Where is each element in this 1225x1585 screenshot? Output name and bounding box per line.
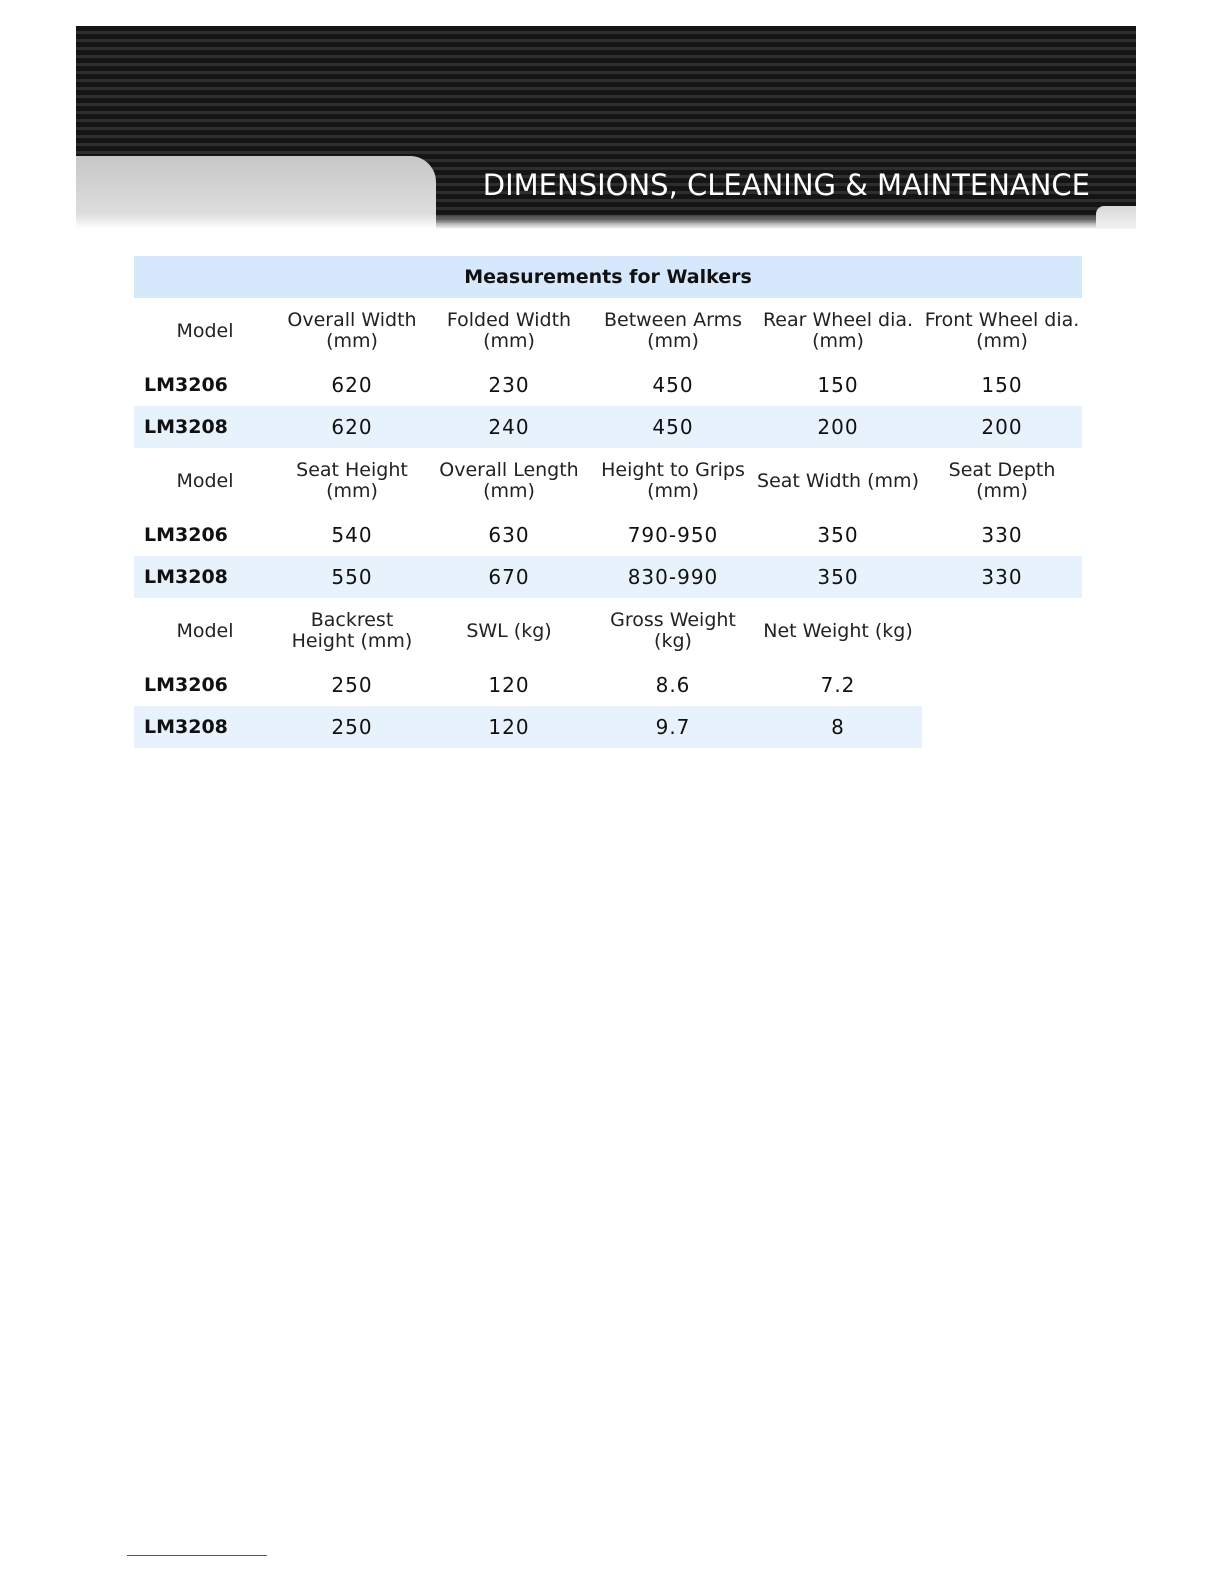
table-row: [134, 664, 1082, 706]
table-cell: [922, 664, 1082, 706]
table-cell: 120: [426, 706, 592, 748]
measurements-table-container: [134, 256, 1082, 748]
column-header: Folded Width (mm): [446, 309, 572, 352]
model-cell: LM3208: [134, 556, 278, 598]
table-header-row: [134, 448, 1082, 514]
column-header: Seat Depth (mm): [948, 459, 1056, 502]
table-cell: 350: [817, 523, 859, 547]
column-header: Rear Wheel dia. (mm): [762, 309, 914, 352]
table-cell: 540: [331, 523, 373, 547]
column-header: Net Weight (kg): [763, 619, 913, 642]
table-title: Measurements for Walkers: [134, 256, 1082, 298]
column-header: Front Wheel dia. (mm): [924, 309, 1080, 352]
table-cell: 150: [981, 373, 1023, 397]
page-title: DIMENSIONS, CLEANING & MAINTENANCE: [482, 168, 1090, 202]
table-cell: 200: [922, 406, 1082, 448]
table-cell: 240: [426, 406, 592, 448]
table-cell: 330: [922, 556, 1082, 598]
column-header: Overall Length (mm): [439, 459, 579, 502]
table-cell: 7.2: [820, 673, 856, 697]
column-header: Gross Weight (kg): [610, 609, 736, 652]
table-row: [134, 556, 1082, 598]
column-header: Model: [176, 319, 234, 342]
table-cell: 620: [278, 406, 426, 448]
table-cell: 450: [592, 406, 754, 448]
column-header: [922, 598, 1082, 664]
model-cell: LM3208: [134, 706, 278, 748]
measurements-table: [134, 256, 1082, 748]
table-cell: 450: [652, 373, 694, 397]
table-cell: 9.7: [592, 706, 754, 748]
table-cell: 250: [331, 673, 373, 697]
table-title-row: [134, 256, 1082, 298]
table-cell: 620: [331, 373, 373, 397]
table-row: [134, 406, 1082, 448]
table-cell: 250: [278, 706, 426, 748]
footer-rule: [127, 1555, 267, 1556]
table-cell: 350: [754, 556, 922, 598]
table-row: [134, 364, 1082, 406]
column-header: Seat Width (mm): [757, 469, 919, 492]
table-cell: 200: [754, 406, 922, 448]
table-header-row: [134, 298, 1082, 364]
banner-fade: [76, 214, 1136, 229]
table-row: [134, 514, 1082, 556]
header-banner: [76, 26, 1136, 229]
column-header: Model: [176, 469, 234, 492]
table-cell: 150: [817, 373, 859, 397]
table-cell: 550: [278, 556, 426, 598]
banner-edge: [1096, 206, 1136, 229]
table-row: [134, 706, 1082, 748]
table-header-row: [134, 598, 1082, 664]
model-cell: LM3206: [144, 674, 228, 696]
model-cell: LM3206: [144, 374, 228, 396]
table-cell: 8: [754, 706, 922, 748]
table-cell: 790-950: [627, 523, 719, 547]
column-header: SWL (kg): [466, 619, 552, 642]
column-header: Between Arms (mm): [603, 309, 743, 352]
table-cell: 830-990: [592, 556, 754, 598]
table-cell: [922, 706, 1082, 748]
table-cell: 230: [488, 373, 530, 397]
model-cell: LM3206: [144, 524, 228, 546]
model-cell: LM3208: [134, 406, 278, 448]
table-cell: 8.6: [655, 673, 691, 697]
table-cell: 630: [488, 523, 530, 547]
table-cell: 330: [981, 523, 1023, 547]
column-header: Height to Grips (mm): [601, 459, 745, 502]
column-header: Model: [176, 619, 234, 642]
column-header: Seat Height (mm): [296, 459, 408, 502]
table-cell: 120: [488, 673, 530, 697]
column-header: Overall Width (mm): [287, 309, 417, 352]
table-cell: 670: [426, 556, 592, 598]
column-header: Backrest Height (mm): [291, 609, 413, 652]
